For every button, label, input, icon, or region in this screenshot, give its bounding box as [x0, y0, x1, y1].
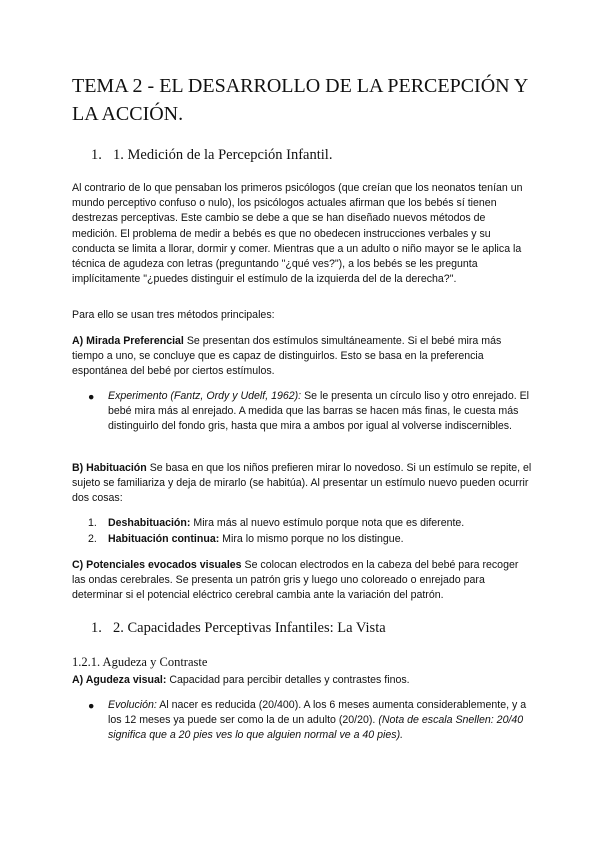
section-heading-2 — [91, 619, 386, 637]
list-item-label: Deshabituación: — [108, 517, 191, 529]
method-b-paragraph — [72, 461, 532, 507]
page-title: TEMA 2 - EL DESARROLLO DE LA PERCEPCIÓN Y LA ACCIÓN. — [72, 75, 528, 125]
section-number: 1. — [91, 147, 102, 163]
evolucion-text: Al nacer es reducida (20/400). A los 6 meses aumenta considerablemente, y a los 12 meses ya puede ser como la de un adulto (20/20). — [108, 699, 527, 727]
section-heading-1 — [91, 146, 332, 164]
list-item-text: Mira más al nuevo estímulo porque nota que es diferente. — [190, 517, 465, 529]
evolucion-label: Evolución: — [108, 699, 157, 711]
section-title: 1. Medición de la Percepción Infantil. — [113, 147, 333, 163]
method-a-text: Se presentan dos estímulos simultáneamente. Si el bebé mira más tiempo a uno, se concluye que es capaz de distinguirlos. Esto se basa en la preferencia espontánea del bebé por ciertos estímulos. — [72, 335, 502, 378]
bullet-icon: ● — [88, 391, 95, 403]
method-c-paragraph — [72, 558, 532, 604]
experiment-text: Se le presenta un círculo liso y otro enrejado. El bebé mira más al enrejado. A medida que las barras se hacen más finas, le cuesta más distinguirlo del fondo gris, hasta que mira a ambos por igual al volverse indiscernibles. — [108, 390, 530, 433]
method-c-text: Se colocan electrodos en la cabeza del bebé para recoger las ondas cerebrales. Se presenta un patrón gris y luego uno coloreado o enrejado para determinar si el potencial eléctrico cerebral cambia ante la variación del patrón. — [72, 559, 519, 602]
evolucion-paragraph — [108, 698, 530, 744]
agudeza-text: Capacidad para percibir detalles y contrastes finos. — [166, 674, 410, 686]
section-number: 1. — [91, 620, 102, 636]
list-number: 1. — [88, 517, 97, 529]
snellen-note: (Nota de escala Snellen: 20/40 significa que a 20 pies ves lo que alguien normal ve a 40 pies). — [108, 714, 524, 742]
method-b-label: B) Habituación — [72, 462, 147, 474]
bullet-icon: ● — [88, 700, 95, 712]
methods-intro: Para ello se usan tres métodos principales: — [72, 309, 275, 321]
method-a-paragraph — [72, 334, 532, 380]
agudeza-label: A) Agudeza visual: — [72, 674, 167, 686]
list-item-label: Habituación continua: — [108, 533, 220, 545]
experiment-label: Experimento (Fantz, Ordy y Udelf, 1962): — [108, 390, 302, 402]
method-c-label: C) Potenciales evocados visuales — [72, 559, 242, 571]
intro-paragraph: Al contrario de lo que pensaban los primeros psicólogos (que creían que los neonatos tenían un mundo perceptivo confuso o nulo), los psicólogos actuales afirman que los bebés sí tienen destrezas perceptivas. Este cambio se debe a que se han diseñado nuevos métodos de medición. El problema de medir a bebés es que no obedecen instrucciones verbales y su conducta se limita a llorar, dormir y comer. Mientras que a un adulto o niño mayor se le aplica la técnica de agudeza con letras (preguntando "¿qué ves?"), a los bebés se les pregunta implícitamente "¿puedes distinguir el estímulo de la izquierda del de la derecha?". — [72, 182, 523, 286]
method-a-label: A) Mirada Preferencial — [72, 335, 184, 347]
subsection-heading: 1.2.1. Agudeza y Contraste — [72, 655, 208, 669]
agudeza-paragraph — [72, 673, 532, 688]
experiment-paragraph — [108, 389, 530, 435]
list-item — [108, 516, 530, 531]
list-number: 2. — [88, 533, 97, 545]
method-b-text: Se basa en que los niños prefieren mirar lo novedoso. Si un estímulo se repite, el sujeto se familiariza y deja de mirarlo (se habitúa). Al presentar un estímulo nuevo pueden ocurrir dos cosas: — [72, 462, 532, 505]
section-title: 2. Capacidades Perceptivas Infantiles: La Vista — [113, 620, 386, 636]
list-item — [108, 532, 530, 547]
list-item-text: Mira lo mismo porque no los distingue. — [219, 533, 404, 545]
